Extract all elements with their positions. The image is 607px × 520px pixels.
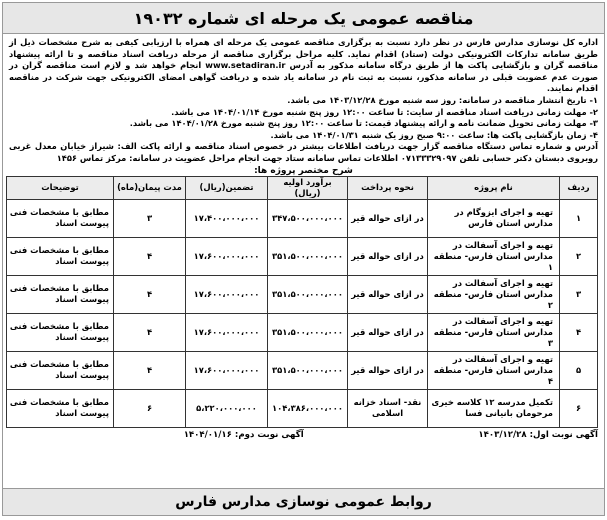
description: مطابق با مشخصات فنی پیوست اسناد — [7, 237, 114, 275]
col-header-description: توضیحات — [7, 176, 114, 199]
project-name: تهیه و اجرای آسفالت در مدارس استان فارس- منطقه ۱ — [428, 237, 560, 275]
first-publication-date: آگهی نوبت اول: ۱۴۰۳/۱۲/۲۸ — [478, 429, 598, 440]
description: مطابق با مشخصات فنی پیوست اسناد — [7, 313, 114, 351]
guarantee-value: ۱۷،۶۰۰،۰۰۰،۰۰۰ — [186, 351, 268, 389]
project-name: تهیه و اجرای آسفالت در مدارس استان فارس- منطقه ۴ — [428, 351, 560, 389]
col-header-project-name: نام پروژه — [428, 176, 560, 199]
estimate-value: ۳۵۱،۵۰۰،۰۰۰،۰۰۰ — [268, 351, 348, 389]
intro-item-3: ۳- مهلت زمانی تحویل ضمانت نامه و ارائه پیشنهاد قیمت: تا ساعت ۱۲:۰۰ روز پنج شنبه مورخ ۱۴۰۴/۰۱/۲۸ می باشد. — [129, 118, 598, 129]
col-header-payment: نحوه پرداخت — [348, 176, 428, 199]
intro-item-4: ۴- زمان بازگشایی پاکت ها: ساعت ۹:۰۰ صبح روز یک شنبه ۱۴۰۴/۰۱/۳۱ می باشد. — [270, 129, 598, 140]
col-header-row-number: ردیف — [560, 176, 598, 199]
notice-title — [3, 3, 604, 34]
estimate-value: ۳۵۱،۵۰۰،۰۰۰،۰۰۰ — [268, 237, 348, 275]
estimate-value: ۳۵۱،۵۰۰،۰۰۰،۰۰۰ — [268, 275, 348, 313]
col-header-guarantee: تضمین(ریال) — [186, 176, 268, 199]
estimate-value: ۳۴۷،۵۰۰،۰۰۰،۰۰۰ — [268, 199, 348, 237]
project-name: تکمیل مدرسه ۱۲ کلاسه خیری مرحومان بانیانی فسا — [428, 389, 560, 427]
project-name: تهیه و اجرای ایزوگام در مدارس استان فارس — [428, 199, 560, 237]
col-header-estimate: برآورد اولیه (ریال) — [268, 176, 348, 199]
table-row — [7, 351, 598, 389]
row-number: ۶ — [560, 389, 598, 427]
projects-table-title: شرح مختصر پروژه ها: — [254, 165, 353, 176]
second-publication-date: آگهی نوبت دوم: ۱۴۰۴/۰۱/۱۶ — [183, 429, 304, 440]
description: مطابق با مشخصات فنی پیوست اسناد — [7, 389, 114, 427]
notice-title-text: مناقصه عمومی یک مرحله ای شماره ۱۹۰۳۲ — [133, 8, 474, 28]
payment-method: در ازای حواله قیر — [348, 351, 428, 389]
publisher-name: روابط عمومی نوسازی مدارس فارس — [175, 494, 432, 510]
duration-value: ۴ — [114, 351, 186, 389]
description: مطابق با مشخصات فنی پیوست اسناد — [7, 199, 114, 237]
guarantee-value: ۱۷،۴۰۰،۰۰۰،۰۰۰ — [186, 199, 268, 237]
duration-value: ۴ — [114, 237, 186, 275]
duration-value: ۴ — [114, 313, 186, 351]
publisher-footer — [3, 488, 604, 515]
projects-table — [6, 176, 598, 428]
guarantee-value: ۱۷،۶۰۰،۰۰۰،۰۰۰ — [186, 237, 268, 275]
intro-item-1: ۱- تاریخ انتشار مناقصه در سامانه: روز سه شنبه مورخ ۱۴۰۳/۱۲/۲۸ می باشد. — [287, 94, 598, 105]
estimate-value: ۳۵۱،۵۰۰،۰۰۰،۰۰۰ — [268, 313, 348, 351]
payment-method: در ازای حواله قیر — [348, 199, 428, 237]
payment-method: در ازای حواله قیر — [348, 275, 428, 313]
project-name: تهیه و اجرای آسفالت در مدارس استان فارس- منطقه ۲ — [428, 275, 560, 313]
row-number: ۳ — [560, 275, 598, 313]
contact-address: آدرس و شماره تماس دستگاه مناقصه گزار جهت دریافت اطلاعات بیشتر در خصوص اسناد مناقصه و ارائه پاکت الف: شیراز خیابان معدل غربی روبروی دبستان دکتر حسابی تلفن ۰۷۱۳۳۳۲۹۰۹۷ اطلاعات تماس سامانه ستاد جهت انجام مراحل عضویت در سامانه: مرکز تماس ۱۴۵۶ — [9, 141, 598, 163]
guarantee-value: ۱۷،۶۰۰،۰۰۰،۰۰۰ — [186, 313, 268, 351]
intro-item-2: ۲- مهلت زمانی دریافت اسناد مناقصه از سایت: تا ساعت ۱۲:۰۰ روز پنج شنبه مورخ ۱۴۰۴/۰۱/۱۴ می باشد. — [171, 106, 598, 117]
intro-paragraph: اداره کل نوسازی مدارس فارس در نظر دارد نسبت به برگزاری مناقصه عمومی یک مرحله ای همراه با ارزیابی کیفی به شرح مشخصات ذیل از طریق سامانه تدارکات الکترونیکی دولت (ستاد) اقدام نماید. کلیه مراحل برگزاری مناقصه از مرحله دریافت اسناد مناقصه و تا ارائه پیشنهاد مناقصه گران و بازگشایی پاکت ها از طریق درگاه سامانه مذکور به آدرس www.setadiran.ir انجام خواهد شد و لازم است مناقصه گران در صورت عدم عضویت قبلی در سامانه مذکور، نسبت به ثبت نام در سامانه یاد شده و دریافت گواهی امضای الکترونیکی جهت شرکت در مناقصه اقدام نمایند. — [9, 37, 598, 94]
duration-value: ۶ — [114, 389, 186, 427]
guarantee-value: ۱۷،۶۰۰،۰۰۰،۰۰۰ — [186, 275, 268, 313]
payment-method: در ازای حواله قیر — [348, 313, 428, 351]
row-number: ۱ — [560, 199, 598, 237]
project-name: تهیه و اجرای آسفالت در مدارس استان فارس- منطقه ۳ — [428, 313, 560, 351]
description: مطابق با مشخصات فنی پیوست اسناد — [7, 275, 114, 313]
payment-method: در ازای حواله قیر — [348, 237, 428, 275]
col-header-duration: مدت پیمان(ماه) — [114, 176, 186, 199]
table-row — [7, 275, 598, 313]
payment-method: نقد- اسناد خزانه اسلامی — [348, 389, 428, 427]
table-row — [7, 199, 598, 237]
guarantee-value: ۵،۲۲۰،۰۰۰،۰۰۰ — [186, 389, 268, 427]
description: مطابق با مشخصات فنی پیوست اسناد — [7, 351, 114, 389]
row-number: ۵ — [560, 351, 598, 389]
publication-dates — [3, 428, 604, 440]
intro-section — [3, 34, 604, 165]
table-row — [7, 389, 598, 427]
duration-value: ۳ — [114, 199, 186, 237]
row-number: ۴ — [560, 313, 598, 351]
tender-notice — [2, 2, 605, 516]
estimate-value: ۱۰۴،۳۸۶،۰۰۰،۰۰۰ — [268, 389, 348, 427]
table-row — [7, 313, 598, 351]
table-header-row — [7, 176, 598, 199]
table-row — [7, 237, 598, 275]
duration-value: ۴ — [114, 275, 186, 313]
row-number: ۲ — [560, 237, 598, 275]
